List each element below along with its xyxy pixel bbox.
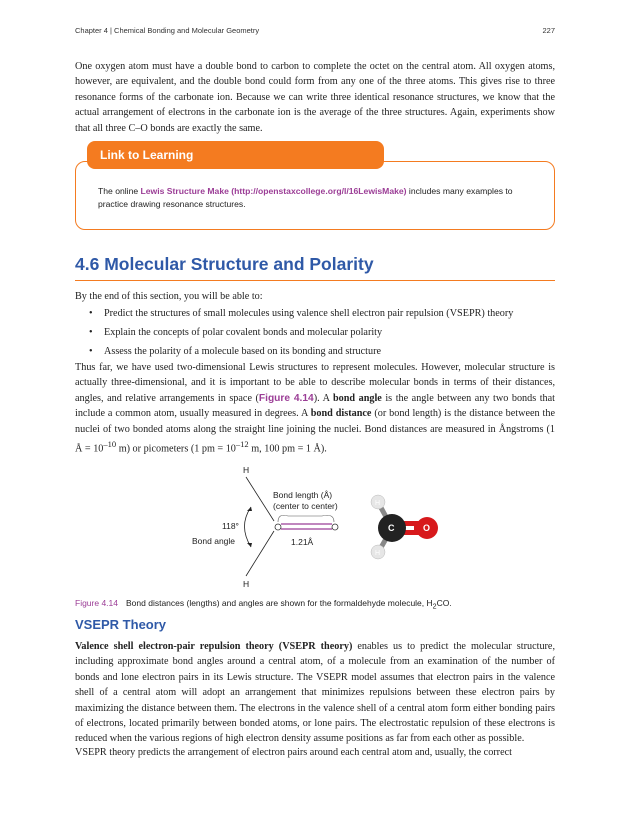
section-title: 4.6 Molecular Structure and Polarity	[75, 254, 374, 274]
bond-length-value: 1.21Å	[291, 537, 314, 547]
model-h-top-label: H	[375, 500, 381, 507]
arrow-down-icon	[247, 543, 252, 547]
bullet-icon: •	[89, 308, 93, 319]
atom-h-top: H	[243, 465, 250, 475]
term-bond-distance: bond distance	[310, 408, 372, 420]
list-item: • Assess the polarity of a molecule based on its bonding and structure	[89, 346, 381, 357]
bond-ch-top	[246, 477, 274, 521]
angle-arc	[245, 507, 252, 547]
bullet-icon: •	[89, 327, 93, 338]
bond-angle-label: Bond angle	[192, 536, 236, 546]
bond-ch-bottom	[246, 531, 274, 576]
list-item: • Explain the concepts of polar covalent bonds and molecular polarity	[89, 327, 383, 338]
bullet-icon: •	[89, 346, 93, 357]
chapter-title: Chapter 4 | Chemical Bonding and Molecular Geometry	[75, 26, 260, 35]
figure-label: Figure 4.14	[75, 598, 118, 608]
list-item: • Predict the structures of small molecules using valence shell electron pair repulsion (VSEPR) theory	[89, 308, 514, 319]
lewis-structure-make-link[interactable]: Lewis Structure Make (http://openstaxcollege.org/l/16LewisMake)	[140, 186, 407, 196]
term-vsepr: Valence shell electron-pair repulsion theory (VSEPR theory)	[75, 641, 353, 652]
bond-length-sublabel: (center to center)	[273, 501, 338, 511]
carbon-atom	[275, 524, 281, 530]
vsepr-heading: VSEPR Theory	[75, 617, 167, 632]
arrow-up-icon	[247, 507, 252, 511]
vsepr-paragraph: Valence shell electron-pair repulsion theory (VSEPR theory) enables us to predict the molecular structure, including approximate bond angles around a central atom, of a molecule from an examination of the number of bonds and lone electron pairs in its Lewis structure. The VSEPR model assumes that electron pairs in the valence shell of a central atom will adopt an arrangement that minimizes repulsions between these electron pairs by maximizing the distance between them. The electrons in the valence shell of a central atom form either bonding pairs of electrons, located primarily between bonded atoms, or lone pairs. The electrostatic repulsion of these electrons is reduced when the various regions of high electron density assume positions as far from each other as possible.	[75, 641, 555, 745]
oxygen-atom	[332, 524, 338, 530]
running-header	[75, 26, 555, 35]
section-rule	[75, 280, 555, 281]
vsepr-paragraph-2: VSEPR theory predicts the arrangement of electron pairs around each central atom and, usually, the correct	[75, 747, 512, 758]
bond-length-label: Bond length (Å)	[273, 490, 333, 500]
learning-objectives-list	[89, 306, 549, 363]
model-c-label: C	[388, 523, 395, 533]
objectives-intro: By the end of this section, you will be able to:	[75, 291, 263, 302]
link-to-learning-title: Link to Learning	[87, 141, 384, 169]
link-to-learning-text: The online Lewis Structure Make (http://openstaxcollege.org/l/16LewisMake) includes many examples to practice drawing resonance structures.	[98, 186, 513, 209]
model-o-label: O	[423, 523, 431, 533]
bond-angle-value: 118°	[222, 521, 239, 531]
term-bond-angle: bond angle	[332, 392, 382, 404]
intro-paragraph: One oxygen atom must have a double bond to carbon to complete the octet on the central atom. All oxygen atoms, however, are equivalent, and the double bond could form from any one of the three atoms. This gives rise to three resonance forms of the carbonate ion. Because we can write three identical resonance structures, we know that the actual arrangement of electrons in the carbonate ion is the average of the three structures. Again, experiments show that all three C–O bonds are exactly the same.	[75, 61, 555, 134]
bond-length-bracket	[278, 515, 334, 522]
figure-caption: Figure 4.14 Bond distances (lengths) and angles are shown for the formaldehyde molecule, $H_2CO$.	[75, 598, 452, 611]
page-number: 227	[542, 26, 555, 35]
formaldehyde-figure	[180, 463, 460, 593]
atom-h-bottom: H	[243, 579, 250, 589]
model-h-bottom-label: H	[375, 550, 381, 557]
figure-4-14-link[interactable]: Figure 4.14	[258, 392, 314, 404]
molecular-structure-paragraph: Thus far, we have used two-dimensional Lewis structures to represent molecules. However, molecular structure is actually three-dimensional, and it is important to be able to describe molecular bonds in terms of their distances, angles, and relative arrangements in space (Figure 4.14). A bond angle is the angle between any two bonds that include a common atom, usually measured in degrees. A bond distance (or bond length) is the distance between the nuclei of two bonded atoms along the straight line joining the nuclei. Bond distances are measured in Ångstroms (1 Å = $10^{-10}$ m) or picometers (1 pm = $10^{-12}$ m, 100 pm = 1 Å).	[75, 362, 556, 455]
